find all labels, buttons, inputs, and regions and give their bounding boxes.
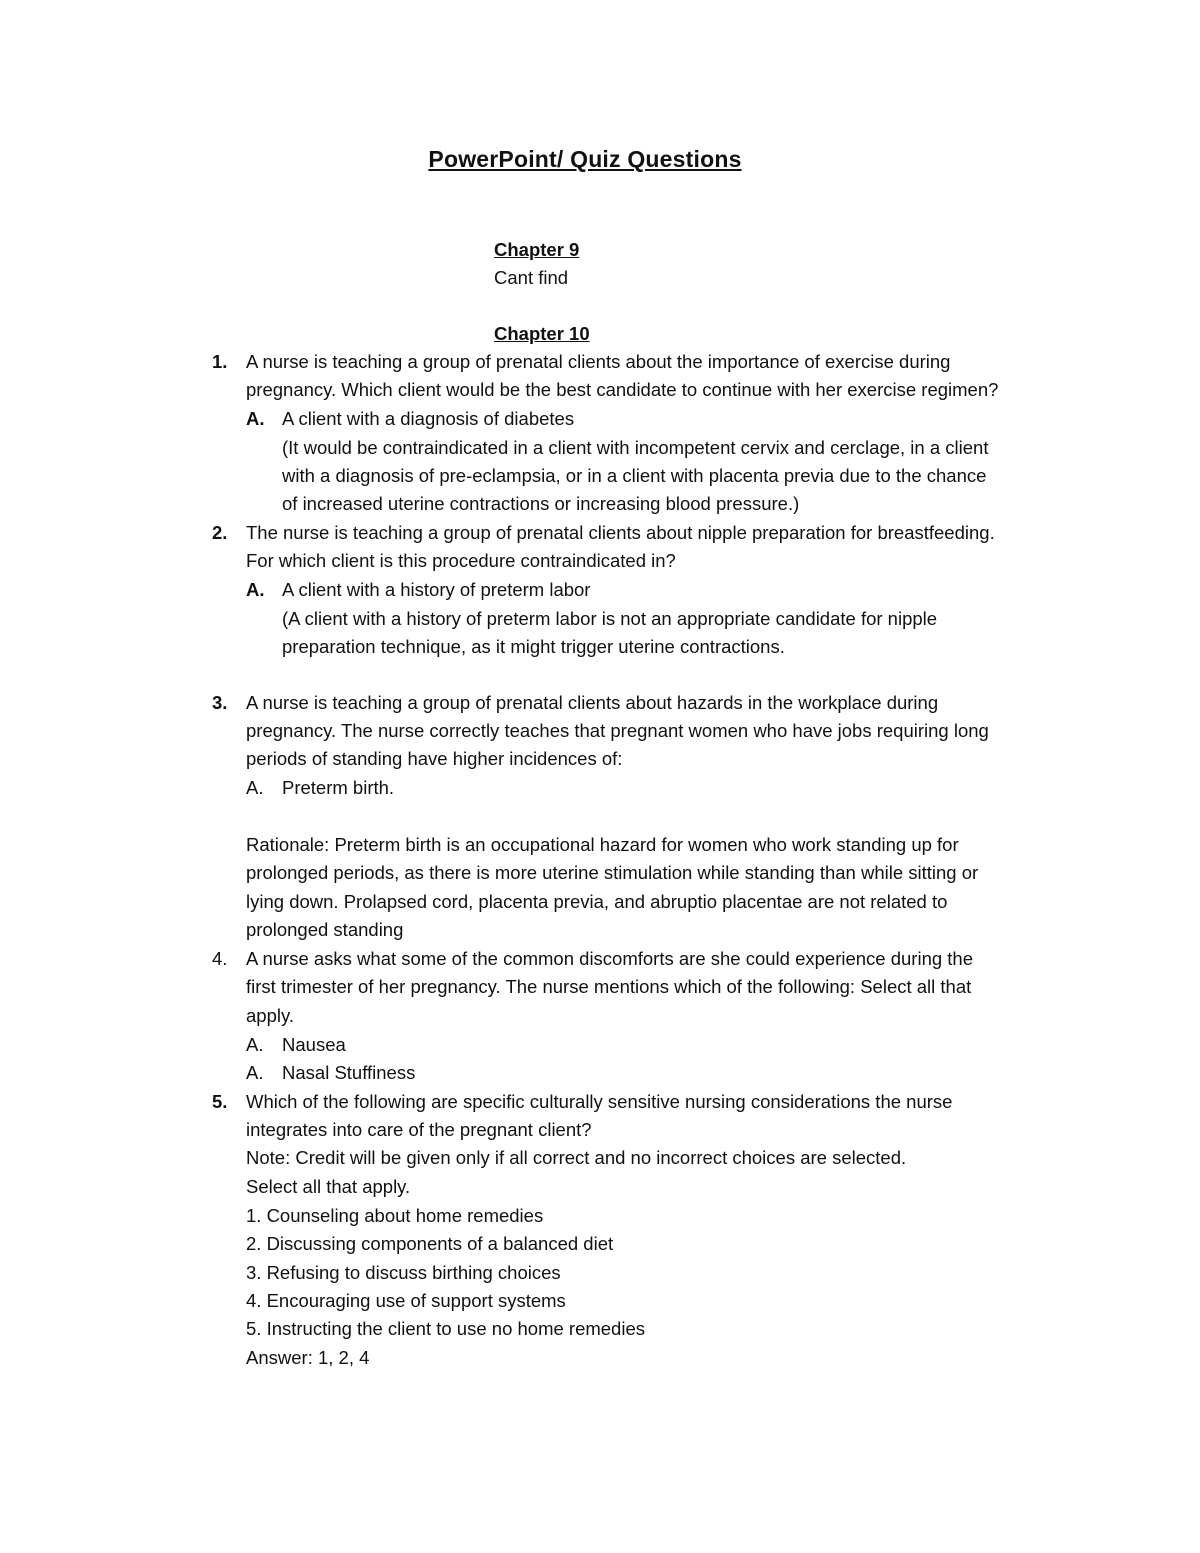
chapter-9-note: Cant find bbox=[494, 267, 569, 288]
question-4-number: 4. bbox=[212, 948, 228, 969]
question-1-answer-letter: A. bbox=[246, 408, 265, 429]
chapter-10-heading: Chapter 10 bbox=[494, 323, 590, 344]
question-3-answer-letter: A. bbox=[246, 777, 264, 798]
question-3-text-line-1: A nurse is teaching a group of prenatal clients about hazards in the workplace during bbox=[246, 692, 939, 713]
question-2-answer-letter: A. bbox=[246, 579, 265, 600]
question-1-rationale-line-3: of increased uterine contractions or increasing blood pressure.) bbox=[282, 493, 800, 514]
chapter-9-heading: Chapter 9 bbox=[494, 239, 580, 260]
question-2-text-line-1: The nurse is teaching a group of prenatal clients about nipple preparation for breastfeeding. bbox=[246, 522, 995, 543]
question-3-text-line-3: periods of standing have higher incidences of: bbox=[246, 748, 623, 769]
question-3-number: 3. bbox=[212, 692, 228, 713]
question-3-text-line-2: pregnancy. The nurse correctly teaches that pregnant women who have jobs requiring long bbox=[246, 720, 989, 741]
question-5-text-line-2: integrates into care of the pregnant client? bbox=[246, 1119, 592, 1140]
question-5-instruction: Select all that apply. bbox=[246, 1176, 411, 1197]
question-4-answer-2-letter: A. bbox=[246, 1062, 264, 1083]
question-3-rationale-line-3: lying down. Prolapsed cord, placenta previa, and abruptio placentae are not related to bbox=[246, 891, 948, 912]
question-1-rationale-line-1: (It would be contraindicated in a client with incompetent cervix and cerclage, in a client bbox=[282, 437, 989, 458]
question-1-text-line-1: A nurse is teaching a group of prenatal clients about the importance of exercise during bbox=[246, 351, 951, 372]
question-5-option-3: 3. Refusing to discuss birthing choices bbox=[246, 1262, 561, 1283]
question-5-option-1: 1. Counseling about home remedies bbox=[246, 1205, 544, 1226]
question-5-text-line-1: Which of the following are specific culturally sensitive nursing considerations the nurse bbox=[246, 1091, 953, 1112]
question-3-rationale-line-1: Rationale: Preterm birth is an occupational hazard for women who work standing up for bbox=[246, 834, 959, 855]
question-5-note: Note: Credit will be given only if all correct and no incorrect choices are selected. bbox=[246, 1147, 907, 1168]
question-2-rationale-line-2: preparation technique, as it might trigger uterine contractions. bbox=[282, 636, 785, 657]
question-3-answer: Preterm birth. bbox=[282, 777, 395, 798]
question-1-number: 1. bbox=[212, 351, 228, 372]
question-4-answer-1: Nausea bbox=[282, 1034, 346, 1055]
question-3-rationale-line-4: prolonged standing bbox=[246, 919, 404, 940]
question-1-rationale-line-2: with a diagnosis of pre-eclampsia, or in a client with placenta previa due to the chance bbox=[282, 465, 987, 486]
question-2-answer: A client with a history of preterm labor bbox=[282, 579, 591, 600]
document-title: PowerPoint/ Quiz Questions bbox=[428, 146, 742, 172]
question-1-answer: A client with a diagnosis of diabetes bbox=[282, 408, 575, 429]
question-4-answer-1-letter: A. bbox=[246, 1034, 264, 1055]
question-4-answer-2: Nasal Stuffiness bbox=[282, 1062, 416, 1083]
question-5-option-2: 2. Discussing components of a balanced diet bbox=[246, 1233, 614, 1254]
question-5-answer: Answer: 1, 2, 4 bbox=[246, 1347, 370, 1368]
question-2-rationale-line-1: (A client with a history of preterm labor is not an appropriate candidate for nipple bbox=[282, 608, 938, 629]
question-1-text-line-2: pregnancy. Which client would be the best candidate to continue with her exercise regimen? bbox=[246, 379, 999, 400]
question-5-option-4: 4. Encouraging use of support systems bbox=[246, 1290, 566, 1311]
question-5-option-5: 5. Instructing the client to use no home remedies bbox=[246, 1318, 645, 1339]
question-5-number: 5. bbox=[212, 1091, 228, 1112]
question-4-text-line-2: first trimester of her pregnancy. The nurse mentions which of the following: Select all that bbox=[246, 976, 972, 997]
question-4-text-line-3: apply. bbox=[246, 1005, 294, 1026]
question-3-rationale-line-2: prolonged periods, as there is more uterine stimulation while standing than while sitting or bbox=[246, 862, 979, 883]
question-2-number: 2. bbox=[212, 522, 228, 543]
question-4-text-line-1: A nurse asks what some of the common discomforts are she could experience during the bbox=[246, 948, 974, 969]
question-2-text-line-2: For which client is this procedure contraindicated in? bbox=[246, 550, 676, 571]
